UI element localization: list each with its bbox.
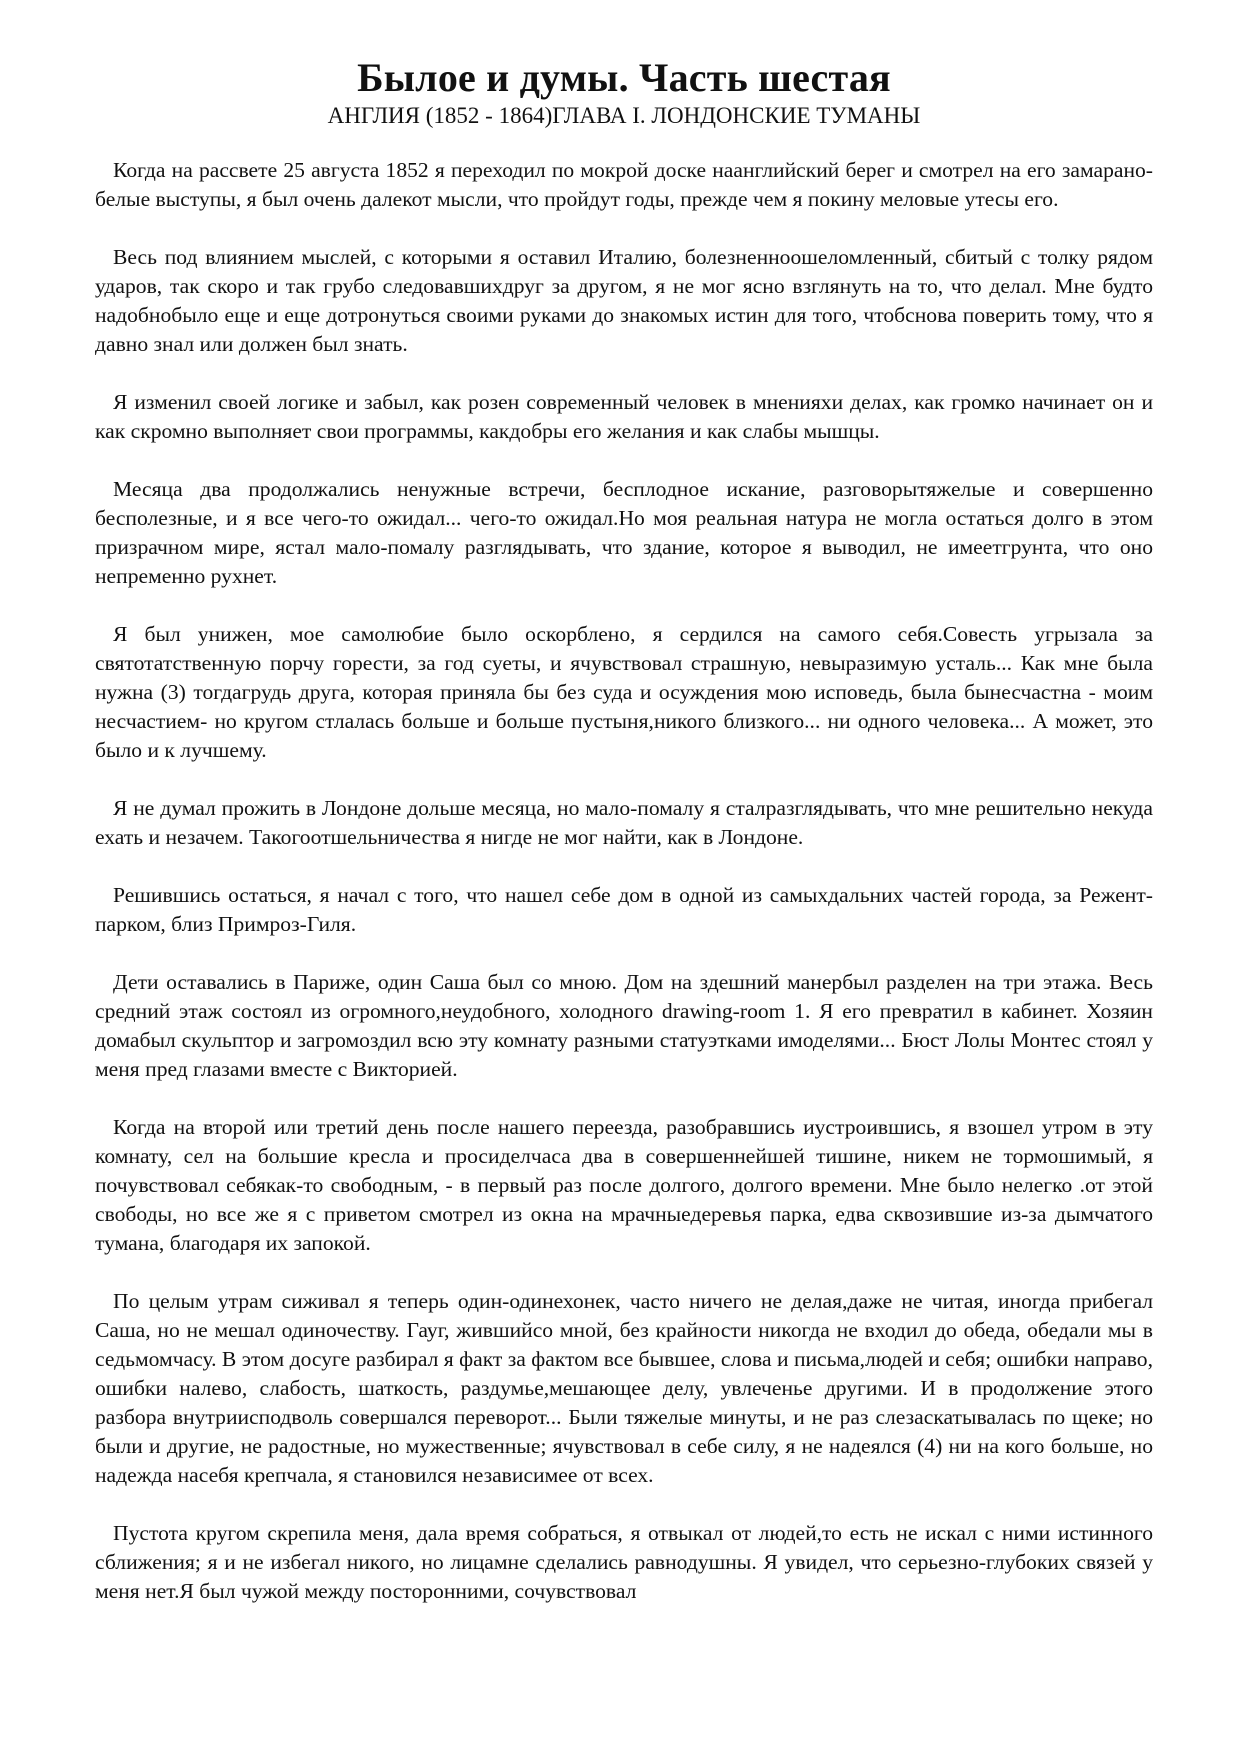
- document-body: [95, 156, 1153, 1606]
- document-page: [95, 55, 1153, 1606]
- paragraph: Я был унижен, мое самолюбие было оскорблено, я сердился на самого себя.Совесть угрызала за святотатственную порчу горести, за год суеты, и ячувствовал страшную, невыразимую усталь... Как мне была нужна (3) тогдагрудь друга, которая приняла бы без суда и осуждения мою исповедь, была бынесчастна - моим несчастием- но кругом стлалась больше и больше пустыня,никого близкого... ни одного человека... А может, это было и к лучшему.: [95, 622, 1153, 762]
- paragraph: Месяца два продолжались ненужные встречи, бесплодное искание, разговорытяжелые и совершенно бесполезные, и я все чего-то ожидал... чего-то ожидал.Но моя реальная натура не могла остаться долго в этом призрачном мире, ястал мало-помалу разглядывать, что здание, которое я выводил, не имеетгрунта, что оно непременно рухнет.: [95, 477, 1153, 588]
- chapter-heading: АНГЛИЯ (1852 - 1864)ГЛАВА I. ЛОНДОНСКИЕ ТУМАНЫ: [327, 103, 921, 128]
- paragraph: Пустота кругом скрепила меня, дала время собраться, я отвыкал от людей,то есть не искал с ними истинного сближения; я и не избегал никого, но лицамне сделались равнодушны. Я увидел, что серьезно-глубоких связей у меня нет.Я был чужой между посторонними, сочувствовал: [95, 1521, 1153, 1603]
- paragraph: Дети оставались в Париже, один Саша был со мною. Дом на здешний манербыл разделен на три этажа. Весь средний этаж состоял из огромного,неудобного, холодного drawing-room 1. Я его превратил в кабинет. Хозяин домабыл скульптор и загромоздил всю эту комнату разными статуэтками имоделями... Бюст Лолы Монтес стоял у меня пред глазами вместе с Викторией.: [95, 970, 1153, 1081]
- paragraph: Весь под влиянием мыслей, с которыми я оставил Италию, болезненноошеломленный, сбитый с толку рядом ударов, так скоро и так грубо следовавшихдруг за другом, я не мог ясно взглянуть на то, что делал. Мне будто надобнобыло еще и еще дотронуться своими руками до знакомых истин для того, чтобснова поверить тому, что я давно знал или должен был знать.: [95, 245, 1153, 356]
- paragraph: По целым утрам сиживал я теперь один-одинехонек, часто ничего не делая,даже не читая, иногда прибегал Саша, но не мешал одиночеству. Гауг, жившийсо мной, без крайности никогда не входил до обеда, обедали мы в седьмомчасу. В этом досуге разбирал я факт за фактом все бывшее, слова и письма,людей и себя; ошибки направо, ошибки налево, слабость, шаткость, раздумье,мешающее делу, увлеченье другими. И в продолжение этого разбора внутриисподволь совершался переворот... Были тяжелые минуты, и не раз слезаскатывалась по щеке; но были и другие, не радостные, но мужественные; ячувствовал в себе силу, я не надеялся (4) ни на кого больше, но надежда насебя крепчала, я становился независимее от всех.: [95, 1289, 1153, 1487]
- document-title: Былое и думы. Часть шестая: [357, 55, 891, 100]
- paragraph: Я не думал прожить в Лондоне дольше месяца, но мало-помалу я сталразглядывать, что мне решительно некуда ехать и незачем. Такогоотшельничества я нигде не мог найти, как в Лондоне.: [95, 796, 1153, 849]
- paragraph: Когда на второй или третий день после нашего переезда, разобравшись иустроившись, я взошел утром в эту комнату, сел на большие кресла и просиделчаса два в совершеннейшей тишине, никем не тормошимый, я почувствовал себякак-то свободным, - в первый раз после долгого, долгого времени. Мне было нелегко .от этой свободы, но все же я с приветом смотрел из окна на мрачныедеревья парка, едва сквозившие из-за дымчатого тумана, благодаря их запокой.: [95, 1115, 1153, 1255]
- paragraph: Когда на рассвете 25 августа 1852 я переходил по мокрой доске нaанглийский берег и смотрел на его замарано-белые выступы, я был очень далекот мысли, что пройдут годы, прежде чем я покину меловые утесы его.: [95, 158, 1153, 211]
- paragraph: Решившись остаться, я начал с того, что нашел себе дом в одной из самыхдальних частей города, за Режент-парком, близ Примроз-Гиля.: [95, 883, 1153, 936]
- paragraph: Я изменил своей логике и забыл, как розен современный человек в мненияхи делах, как громко начинает он и как скромно выполняет свои программы, какдобры его желания и как слабы мышцы.: [95, 390, 1153, 443]
